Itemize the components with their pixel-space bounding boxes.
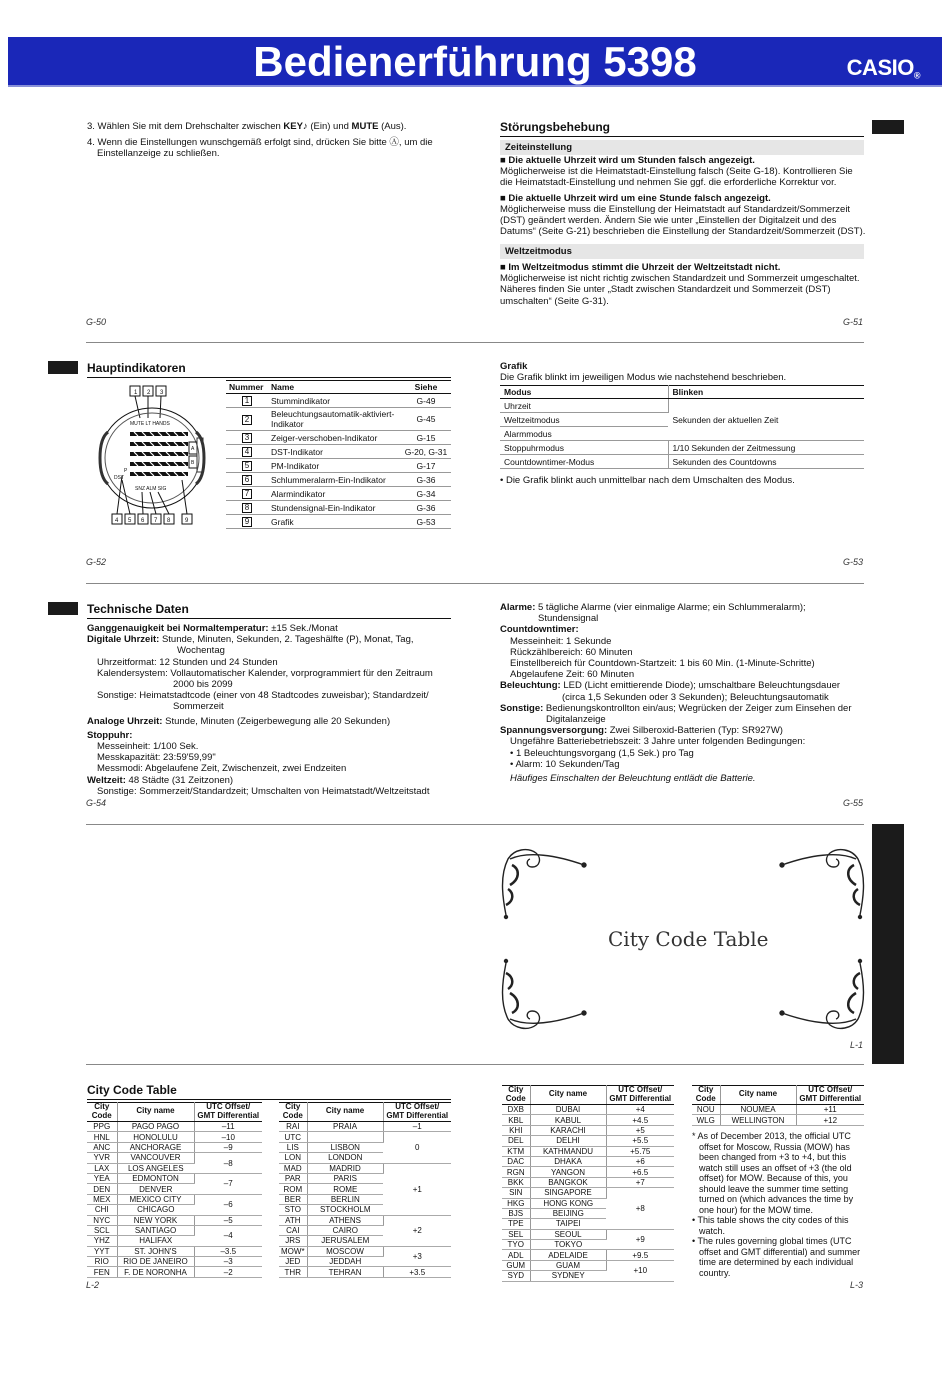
document-title: Bedienerführung 5398 xyxy=(253,38,697,85)
indicator-row: 8 Stundensignal-Ein-Indikator G-36 xyxy=(226,501,451,515)
diagram-num-4: 4 xyxy=(115,518,119,524)
city-row: LAX LOS ANGELES xyxy=(87,1163,262,1173)
city-row: NYC NEW YORK –5 xyxy=(87,1215,262,1225)
blink-cell: Sekunden der aktuellen Zeit xyxy=(668,399,864,441)
section-title: City Code Table xyxy=(87,1083,451,1100)
note-rules: • The rules governing global times (UTC offset and GMT differential) and summer time are determined by each individual country. xyxy=(692,1236,861,1278)
city-row: DAC DHAKA +6 xyxy=(502,1156,674,1166)
ornament-top-right xyxy=(778,845,868,920)
ornament-bottom-right xyxy=(778,958,868,1033)
tech-specs-right: Alarme: 5 tägliche Alarme (vier einmalige Alarme; ein Schlummeralarm); Stundensignal Countdowntimer: Messeinheit: 1 Sekunde Rückzählbereich: 60 Minuten Einstellbereich für Countdown-Startzeit: 1 bis 60 Min. (1-Minute-Schritte) Abgelaufene Zeit: 60 Minuten Beleuchtung: LED (Licht emittierende Diode); umschaltbare Beleuchtungsdauer (circa 1,5 Sekunden oder 3 Sekunden); Beleuchtungsautomatik Sonstige: Bedienungskontrollton ein/aus; Wegrücken der Zeiger zum Einsehen der Digitalanzeige Spannungsversorgung: Zwei Silberoxid-Batterien (Typ: SR927W) Ungefähre Batteriebetriebszeit: 3 Jahre unter folgenden Bedingungen: • 1 Beleuchtungsvorgang (1,5 Sek.) pro Tag • Alarm: 10 Sekunden/Tag Häufiges Einschalten der Beleuchtung entlädt die Batterie. xyxy=(500,602,852,785)
indicator-row: 1 Stummindikator G-49 xyxy=(226,394,451,408)
diagram-label-pm: P xyxy=(124,468,128,474)
tech-specs-left: Ganggenauigkeit bei Normaltemperatur: ±15 Sek./Monat Digitale Uhrzeit: Stunde, Minuten, Sekunden, 2. Tageshälfte (P), Monat, Tag, Wochentag Uhrzeitformat: 12 Stunden und 24 Stunden Kalendersystem: Vollautomatischer Kalender, vorprogrammiert für den Zeitraum 2000 bis 2099 Sonstige: Heimatstadtcode (einer von 48 Stadtcodes zuweisbar); Standardzeit/ Sommerzeit Analoge Uhrzeit: Stunde, Minuten (Zeigerbewegung alle 20 Sekunden) Stoppuhr: Messeinheit: 1/100 Sek. Messkapazität: 23:59'59,99" Messmodi: Abgelaufene Zeit, Zwischenzeit, zwei Endzeiten Weltzeit: 48 Städte (31 Zeitzonen) Sonstige: Sommerzeit/Standardzeit; Umschalten von Heimatstadt/Weltzeitstadt xyxy=(87,623,433,797)
diagram-label-dst: DST xyxy=(114,475,124,481)
grafik-title: Grafik xyxy=(500,361,528,372)
indicator-row: 2 Beleuchtungsautomatik-aktiviert-Indikator G-45 xyxy=(226,408,451,431)
section-tab-marker xyxy=(48,602,78,615)
section-title: Hauptindikatoren xyxy=(87,361,451,378)
note-table-scope: • This table shows the city codes of this watch. xyxy=(692,1215,849,1236)
mode-cell: Stoppuhrmodus xyxy=(500,441,668,455)
city-row: DXB DUBAI +4 xyxy=(502,1105,674,1115)
page-number: G-50 xyxy=(86,317,107,327)
city-table-notes xyxy=(692,1131,866,1278)
city-row: GUM GUAM +10 xyxy=(502,1260,674,1270)
city-code-table-cover-title: City Code Table xyxy=(608,927,769,951)
g50-step-4: 4. Wenn die Einstellungen wunschgemäß erfolgt sind, drücken Sie bitte Ⓐ, um die Einstellanzeige zu schließen. xyxy=(87,137,433,160)
blink-cell: Sekunden des Countdowns xyxy=(668,455,864,469)
city-row: FEN F. DE NORONHA –2 xyxy=(87,1267,262,1277)
city-row: BJS BEIJING xyxy=(502,1208,674,1218)
city-row: ATH ATHENS +2 xyxy=(279,1215,451,1225)
diagram-num-7: 7 xyxy=(154,518,158,524)
city-row: SCL SANTIAGO –4 xyxy=(87,1225,262,1235)
city-row: RAI PRAIA –1 xyxy=(279,1122,451,1132)
city-row: TYO TOKYO xyxy=(502,1240,674,1250)
mode-cell: Weltzeitmodus xyxy=(500,413,668,427)
subsection-title: Zeiteinstellung xyxy=(500,140,864,155)
city-row: JED JEDDAH xyxy=(279,1257,451,1267)
indicator-row: 9 Grafik G-53 xyxy=(226,515,451,529)
page-number: G-53 xyxy=(843,557,864,567)
diagram-num-5: 5 xyxy=(128,518,132,524)
city-row: HKG HONG KONG xyxy=(502,1198,674,1208)
page-number: G-52 xyxy=(86,557,107,567)
city-row: THR TEHRAN +3.5 xyxy=(279,1267,451,1277)
mode-cell: Uhrzeit xyxy=(500,399,668,413)
city-table-3: City Code City name UTC Offset/ GMT Differential DXB DUBAI +4 KBL KABUL +4.5 KHI KARACHI +5 DEL DELHI +5.5 KTM KATHMANDU +5.75 DAC DHAKA +6 RGN YANGON +6.5 BKK BANGKOK +7 SIN SINGAPORE +8 HKG HONG KONG BJS BEIJING TPE TAIPEI SEL SEOUL +9 TYO TOKYO ADL ADELAIDE +9.5 GUM GUAM +10 SYD SYDNEY xyxy=(502,1085,674,1282)
diagram-num-2: 2 xyxy=(147,390,151,396)
g51-zeit-block xyxy=(500,155,866,237)
ornament-top-left xyxy=(498,845,588,920)
mode-cell: Countdowntimer-Modus xyxy=(500,455,668,469)
diagram-num-1: 1 xyxy=(134,390,138,396)
city-row: CAI CAIRO xyxy=(279,1225,451,1235)
answer: Möglicherweise ist nicht richtig zwischen Standardzeit und Sommerzeit umgeschaltet. Näheres finden Sie unter „Stadt zwischen Standardzeit und Sommerzeit (DST) umschalten“ (Seite G-31). xyxy=(500,273,860,307)
city-row: SEL SEOUL +9 xyxy=(502,1229,674,1239)
city-table-1: City Code City name UTC Offset/ GMT Differential PPG PAGO PAGO –11 HNL HONOLULU –10 ANC ANCHORAGE –9 YVR VANCOUVER –8 LAX LOS ANGELES YEA EDMONTON –7 DEN DENVER MEX MEXICO CITY –6 CHI CHICAGO NYC NEW YORK –5 SCL SANTIAGO –4 YHZ HALIFAX YYT ST. JOHN'S –3.5 RIO RIO DE JANEIRO –3 FEN F. DE NORONHA –2 xyxy=(87,1102,262,1278)
diagram-num-8: 8 xyxy=(167,518,171,524)
city-row: DEN DENVER xyxy=(87,1184,262,1194)
city-row: RIO RIO DE JANEIRO –3 xyxy=(87,1257,262,1267)
city-row: JRS JERUSALEM xyxy=(279,1236,451,1246)
city-row: RGN YANGON +6.5 xyxy=(502,1167,674,1177)
g50-step-3: 3. Wählen Sie mit dem Drehschalter zwischen KEY♪ (Ein) und MUTE (Aus). xyxy=(87,121,407,132)
city-row: NOU NOUMEA +11 xyxy=(692,1105,864,1115)
question: ■ Die aktuelle Uhrzeit wird um Stunden falsch angezeigt. xyxy=(500,155,755,166)
diagram-num-9: 9 xyxy=(185,518,189,524)
city-row: MEX MEXICO CITY –6 xyxy=(87,1194,262,1204)
section-tab-sidebar xyxy=(872,824,904,1064)
g51-welt-block xyxy=(500,262,864,307)
city-row: BKK BANGKOK +7 xyxy=(502,1177,674,1187)
city-row: WLG WELLINGTON +12 xyxy=(692,1115,864,1125)
city-row: STO STOCKHOLM xyxy=(279,1205,451,1215)
city-table-2: City Code City name UTC Offset/ GMT Differential RAI PRAIA –1 UTC 0 LIS LISBON LON LONDON MAD MADRID +1 PAR PARIS ROM ROME BER BERLIN STO STOCKHOLM ATH ATHENS +2 CAI CAIRO JRS JERUSALEM MOW* MOSCOW +3 JED JEDDAH THR TEHRAN +3.5 xyxy=(279,1102,451,1278)
city-row: KHI KARACHI +5 xyxy=(502,1125,674,1135)
indicator-row: 3 Zeiger-verschoben-Indikator G-15 xyxy=(226,431,451,445)
grafik-intro-text: Die Grafik blinkt im jeweiligen Modus wie nachstehend beschrieben. xyxy=(500,372,787,384)
page-number: G-54 xyxy=(86,798,107,808)
page-number: L-2 xyxy=(86,1280,100,1290)
indicator-row: 5 PM-Indikator G-17 xyxy=(226,459,451,473)
page-number: L-1 xyxy=(850,1040,864,1050)
page-number: G-55 xyxy=(843,798,864,808)
ornament-bottom-left xyxy=(498,958,588,1033)
city-row: SIN SINGAPORE +8 xyxy=(502,1188,674,1198)
subsection-title: Weltzeitmodus xyxy=(500,244,864,259)
city-row: ADL ADELAIDE +9.5 xyxy=(502,1250,674,1260)
note-moscow: * As of December 2013, the official UTC offset for Moscow, Russia (MOW) has been changed from +3 to +4, but this watch still uses an offset of +3 (the old offset) for MOW. Because of this, you should leave the summer time setting turned on (which advances the time by one hour) for the MOW time. xyxy=(692,1131,854,1215)
indicator-row: 7 Alarmindikator G-34 xyxy=(226,487,451,501)
city-row: LIS LISBON xyxy=(279,1142,451,1152)
city-row: UTC 0 xyxy=(279,1132,451,1142)
city-row: PPG PAGO PAGO –11 xyxy=(87,1122,262,1132)
city-row: YVR VANCOUVER –8 xyxy=(87,1153,262,1163)
header-banner xyxy=(8,37,942,87)
diagram-button-a: A xyxy=(191,446,195,452)
city-row: MAD MADRID +1 xyxy=(279,1163,451,1173)
city-row: YEA EDMONTON –7 xyxy=(87,1173,262,1183)
divider xyxy=(86,583,864,584)
divider xyxy=(86,1064,864,1065)
city-row: ROM ROME xyxy=(279,1184,451,1194)
city-table-4: City Code City name UTC Offset/ GMT Differential NOU NOUMEA +11 WLG WELLINGTON +12 xyxy=(692,1085,864,1126)
city-row: HNL HONOLULU –10 xyxy=(87,1132,262,1142)
section-tab-marker xyxy=(872,120,904,134)
divider xyxy=(86,824,864,825)
grafik-mode-table: Modus Blinken Uhrzeit Sekunden der aktuellen Zeit Weltzeitmodus Alarmmodus Stoppuhrmodus 1/10 Sekunden der Zeitmessung Countdowntimer-Modus Sekunden des Countdowns xyxy=(500,385,864,469)
indicator-row: 6 Schlummeralarm-Ein-Indikator G-36 xyxy=(226,473,451,487)
city-row: YHZ HALIFAX xyxy=(87,1236,262,1246)
blink-cell: 1/10 Sekunden der Zeitmessung xyxy=(668,441,864,455)
indicator-table: Nummer Name Siehe 1 Stummindikator G-49 2 Beleuchtungsautomatik-aktiviert-Indikator G-45 3 Zeiger-verschoben-Indikator G-15 4 DST-Indikator G-20, G-31 5 PM-Indikator G-17 6 Schlummeralarm-Ein-Indikator G-36 7 Alarmindikator G-34 8 Stundensignal-Ein-Indikator G-36 9 Grafik G-53 xyxy=(226,380,451,529)
question: ■ Im Weltzeitmodus stimmt die Uhrzeit der Weltzeitstadt nicht. xyxy=(500,262,781,273)
g50-content xyxy=(87,121,457,160)
watch-face-diagram xyxy=(92,380,222,530)
city-row: PAR PARIS xyxy=(279,1173,451,1183)
answer: Möglicherweise ist die Heimatstadt-Einstellung falsch (Seite G-18). Kontrollieren Sie die Heimatstadt-Einstellung und nehmen Sie ggf. die erforderliche Korrektur vor. xyxy=(500,166,853,189)
city-row: ANC ANCHORAGE –9 xyxy=(87,1142,262,1152)
brand-logo: CASIO® xyxy=(846,55,920,81)
city-row: SYD SYDNEY xyxy=(502,1271,674,1281)
grafik-note: • Die Grafik blinkt auch unmittelbar nach dem Umschalten des Modus. xyxy=(500,475,795,486)
city-row: YYT ST. JOHN'S –3.5 xyxy=(87,1246,262,1256)
diagram-label-top: MUTE LT HANDS xyxy=(130,421,170,427)
city-row: CHI CHICAGO xyxy=(87,1205,262,1215)
diagram-num-6: 6 xyxy=(141,518,145,524)
mode-cell: Alarmmodus xyxy=(500,427,668,441)
indicator-row: 4 DST-Indikator G-20, G-31 xyxy=(226,445,451,459)
city-row: KTM KATHMANDU +5.75 xyxy=(502,1146,674,1156)
page-number: L-3 xyxy=(850,1280,864,1290)
section-title: Störungsbehebung xyxy=(500,120,864,137)
diagram-num-3: 3 xyxy=(160,390,164,396)
diagram-label-bottom: SNZ ALM SIG xyxy=(135,486,167,492)
page-number: G-51 xyxy=(843,317,864,327)
section-title: Technische Daten xyxy=(87,602,451,619)
diagram-button-b: B xyxy=(191,460,195,466)
city-row: LON LONDON xyxy=(279,1153,451,1163)
question: ■ Die aktuelle Uhrzeit wird um eine Stunde falsch angezeigt. xyxy=(500,192,771,204)
city-row: KBL KABUL +4.5 xyxy=(502,1115,674,1125)
city-row: DEL DELHI +5.5 xyxy=(502,1136,674,1146)
answer: Möglicherweise muss die Einstellung der Heimatstadt auf Standardzeit/Sommerzeit (DST) geändert werden. Ändern Sie wie unter „Einstellen der Digitalzeit und des Datums“ (Seite G-21) beschrieben die Einstellung der Standardzeit/Sommerzeit (DST). xyxy=(500,203,866,238)
city-row: TPE TAIPEI xyxy=(502,1219,674,1229)
divider xyxy=(86,342,864,343)
city-row: BER BERLIN xyxy=(279,1194,451,1204)
section-tab-marker xyxy=(48,361,78,374)
city-row: MOW* MOSCOW +3 xyxy=(279,1246,451,1256)
grafik-intro xyxy=(500,361,864,383)
